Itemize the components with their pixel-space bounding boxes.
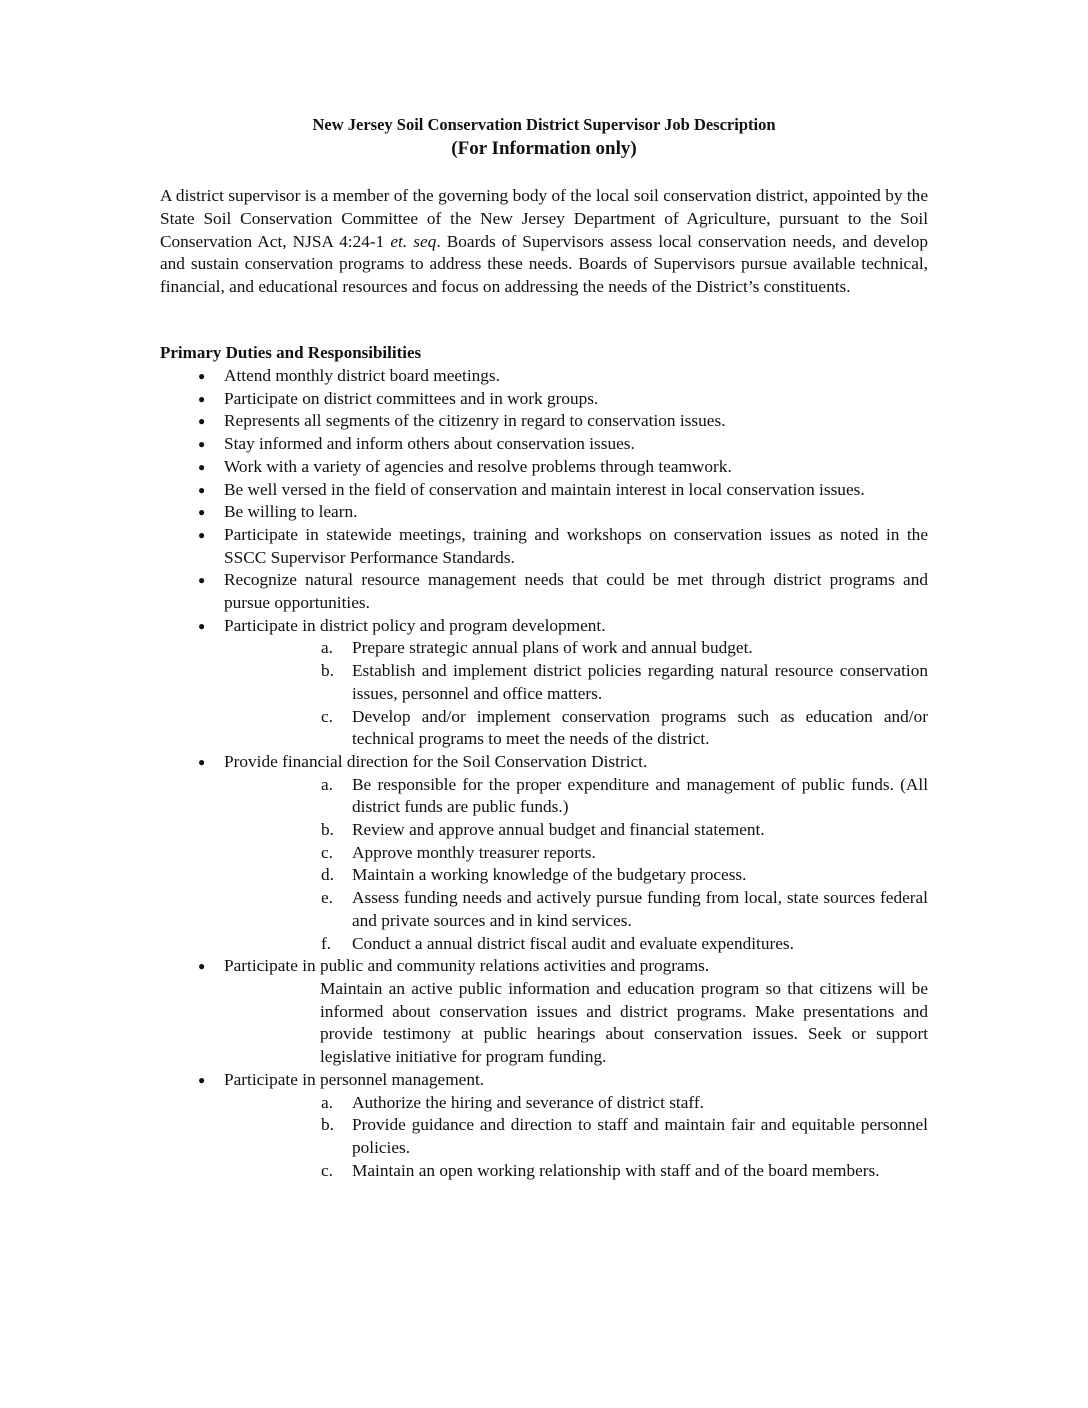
sub-item-letter: a. <box>321 638 333 658</box>
bullet-icon: ● <box>198 369 206 383</box>
bullet-icon: ● <box>198 959 206 974</box>
sub-item-letter: c. <box>321 706 333 726</box>
sub-list <box>160 1092 928 1183</box>
sub-item-letter: a. <box>321 1092 333 1112</box>
bullet-icon: ● <box>198 391 206 406</box>
duty-text: Stay informed and inform others about conservation issues. <box>224 434 635 454</box>
sub-item <box>160 706 928 751</box>
sub-item-letter: c. <box>321 1160 333 1180</box>
sub-list-container <box>160 1092 928 1183</box>
duty-item <box>160 479 928 502</box>
duty-text: Provide financial direction for the Soil Conservation District. <box>224 751 648 771</box>
intro-paragraph <box>160 185 928 299</box>
sub-item-text: Approve monthly treasurer reports. <box>352 842 596 862</box>
intro-italic-text: et. seq <box>390 231 437 251</box>
duty-text: Be willing to learn. <box>224 502 358 522</box>
sub-item <box>160 933 928 956</box>
sub-item <box>160 887 928 932</box>
bullet-icon: ● <box>198 754 206 769</box>
document-subtitle: (For Information only) <box>451 138 637 159</box>
sub-item-text: Assess funding needs and actively pursue funding from local, state sources federal and private sources and in kind services. <box>352 888 928 930</box>
duty-text: Be well versed in the field of conservation and maintain interest in local conservation issues. <box>224 479 865 499</box>
duty-paragraph: Maintain an active public information and education program so that citizens will be informed about conservation issues and district programs. Make presentations and provide testimony at public hearings about conservation issues. Seek or support legislative initiative for program funding. <box>320 978 928 1067</box>
duty-item <box>160 751 928 774</box>
bullet-icon: ● <box>198 618 206 633</box>
sub-item <box>160 819 928 842</box>
sub-item-text: Authorize the hiring and severance of district staff. <box>352 1092 704 1112</box>
intro-text-start: A district supervisor is a member of the governing body of the local soil conservation district, appointed by the State Soil Conservation Committee of the New Jersey Department of Agriculture, pursuant to the Soil Conservation Act, NJSA 4:24-1 <box>160 186 928 251</box>
duty-item <box>160 955 928 978</box>
bullet-icon: ● <box>198 573 206 588</box>
duty-text: Attend monthly district board meetings. <box>224 366 500 385</box>
bullet-icon: ● <box>198 437 206 452</box>
sub-list <box>160 637 928 751</box>
sub-item-letter: b. <box>321 820 334 840</box>
sub-list-container <box>160 774 928 956</box>
sub-item <box>160 637 928 660</box>
duties-list <box>160 365 928 1182</box>
duty-item <box>160 365 928 388</box>
duty-item <box>160 501 928 524</box>
duty-item <box>160 433 928 456</box>
duty-item <box>160 569 928 614</box>
sub-list <box>160 774 928 956</box>
duty-text: Represents all segments of the citizenry in regard to conservation issues. <box>224 411 726 431</box>
sub-item <box>160 1160 928 1183</box>
duty-text: Participate in statewide meetings, training and workshops on conservation issues as noted in the SSCC Supervisor Performance Standards. <box>224 524 928 567</box>
sub-item-letter: c. <box>321 842 333 862</box>
duty-item <box>160 1069 928 1092</box>
sub-item <box>160 864 928 887</box>
sub-item-letter: b. <box>321 1115 334 1135</box>
duty-item <box>160 524 928 569</box>
bullet-icon: ● <box>198 482 206 497</box>
sub-item-letter: f. <box>321 933 332 953</box>
duty-text: Work with a variety of agencies and resolve problems through teamwork. <box>224 456 732 476</box>
section-heading: Primary Duties and Responsibilities <box>160 343 422 362</box>
duty-text: Participate on district committees and in work groups. <box>224 388 599 408</box>
sub-item <box>160 774 928 819</box>
sub-item-letter: a. <box>321 774 333 794</box>
sub-item-text: Conduct a annual district fiscal audit and evaluate expenditures. <box>352 933 794 953</box>
duty-paragraph-container <box>160 978 928 1069</box>
duty-item <box>160 410 928 433</box>
sub-item-text: Be responsible for the proper expenditure and management of public funds. (All district funds are public funds.) <box>352 774 928 817</box>
duty-text: Participate in public and community relations activities and programs. <box>224 956 710 976</box>
sub-item <box>160 1114 928 1159</box>
duty-text: Recognize natural resource management needs that could be met through district programs and pursue opportunities. <box>224 570 928 613</box>
sub-item <box>160 1092 928 1115</box>
duty-item <box>160 388 928 411</box>
duty-text: Participate in personnel management. <box>224 1069 485 1089</box>
sub-item-text: Develop and/or implement conservation programs such as education and/or technical programs to meet the needs of the district. <box>352 706 928 749</box>
sub-item-letter: d. <box>321 865 334 885</box>
sub-item-letter: b. <box>321 661 334 681</box>
intro-text-end: . Boards of Supervisors assess local conservation needs, and develop and sustain conservation programs to address these needs. Boards of Supervisors pursue available technical, financial, and educational resources and focus on addressing the needs of the District’s constituents. <box>160 231 928 297</box>
bullet-icon: ● <box>198 505 206 520</box>
sub-item-text: Review and approve annual budget and financial statement. <box>352 820 765 840</box>
sub-item-text: Maintain a working knowledge of the budgetary process. <box>352 865 747 885</box>
sub-item-text: Prepare strategic annual plans of work and annual budget. <box>352 638 753 658</box>
sub-list-container <box>160 637 928 751</box>
sub-item <box>160 842 928 865</box>
bullet-icon: ● <box>198 414 206 429</box>
bullet-icon: ● <box>198 459 206 474</box>
document-title: New Jersey Soil Conservation District Supervisor Job Description <box>312 115 776 134</box>
bullet-icon: ● <box>198 527 206 542</box>
sub-item-letter: e. <box>321 888 333 908</box>
sub-item-text: Establish and implement district policies regarding natural resource conservation issues, personnel and office matters. <box>352 661 928 703</box>
sub-item-text: Maintain an open working relationship with staff and of the board members. <box>352 1160 880 1180</box>
sub-item <box>160 660 928 705</box>
duty-item <box>160 456 928 479</box>
bullet-icon: ● <box>198 1072 206 1087</box>
duty-text: Participate in district policy and program development. <box>224 615 606 635</box>
duty-item <box>160 615 928 638</box>
sub-item-text: Provide guidance and direction to staff and maintain fair and equitable personnel policies. <box>352 1115 928 1157</box>
